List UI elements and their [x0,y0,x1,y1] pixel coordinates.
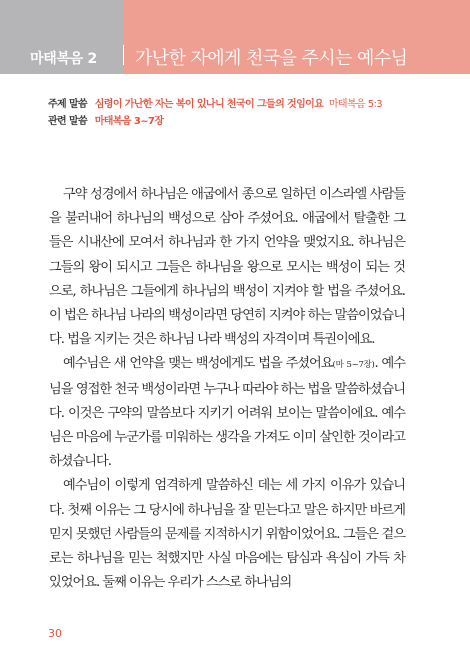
topic-verse-line [48,95,382,110]
related-verse: 마태복음 3~7장 [94,116,164,127]
paragraph-2-reference: (마 5~7장) [332,360,375,371]
paragraph-2-continued: . 예수님을 영접한 천국 백성이라면 누구나 따라야 하는 법을 말씀하셨습니다. 이것은 구약의 말씀보다 지키기 어려워 보이는 말씀이에요. 예수님은 마음에 누군가를 미워하는 생각을 가져도 이미 살인한 것이라고 하셨습니다. [49,356,406,470]
paragraph-2-text: 예수님은 새 언약을 맺는 백성에게도 법을 주셨어요 [63,356,333,372]
topic-label: 주제 말씀 [48,99,88,110]
topic-reference: 마태복음 5:3 [328,99,382,110]
paragraph-3: 예수님이 이렇게 엄격하게 말씀하신 데는 세 가지 이유가 있습니다. 첫째 이유는 그 당시에 하나님을 잘 믿는다고 말은 하지만 바르게 믿지 못했던 사람들의 문제를 지적하시기 위함이었어요. 그들은 겉으로는 하나님을 믿는 척했지만 사실 마음에는 탐심과 욕심이 가득 차 있었어요. 둘째 이유는 우리가 스스로 하나님의 [49,478,405,591]
header-divider [123,45,124,65]
body-text [49,183,405,595]
paragraph-1: 구약 성경에서 하나님은 애굽에서 종으로 일하던 이스라엘 사람들을 불러내어 하나님의 백성으로 삼아 주셨어요. 애굽에서 탈출한 그들은 시내산에 모여서 하나님과 한 가지 언약을 맺었지요. 하나님은 그들의 왕이 되시고 그들은 하나님을 왕으로 모시는 백성이 되는 것으로, 하나님은 그들에게 하나님의 백성이 지켜야 할 법을 주셨어요. 이 법은 하나님 나라의 백성이라면 당연히 지켜야 하는 말씀이었습니다. 법을 지키는 것은 하나님 나라 백성의 자격이며 특권이에요. [49,187,405,348]
topic-verse: 심령이 가난한 자는 복이 있나니 천국이 그들의 것임이요 [94,99,324,110]
related-verse-line [48,112,163,127]
paragraph-2 [49,352,405,474]
chapter-header [0,0,470,74]
chapter-title: 가난한 자에게 천국을 주시는 예수님 [135,48,408,69]
page-number: 30 [48,627,62,640]
related-label: 관련 말씀 [48,116,88,127]
chapter-label: 마태복음 2 [30,51,97,67]
